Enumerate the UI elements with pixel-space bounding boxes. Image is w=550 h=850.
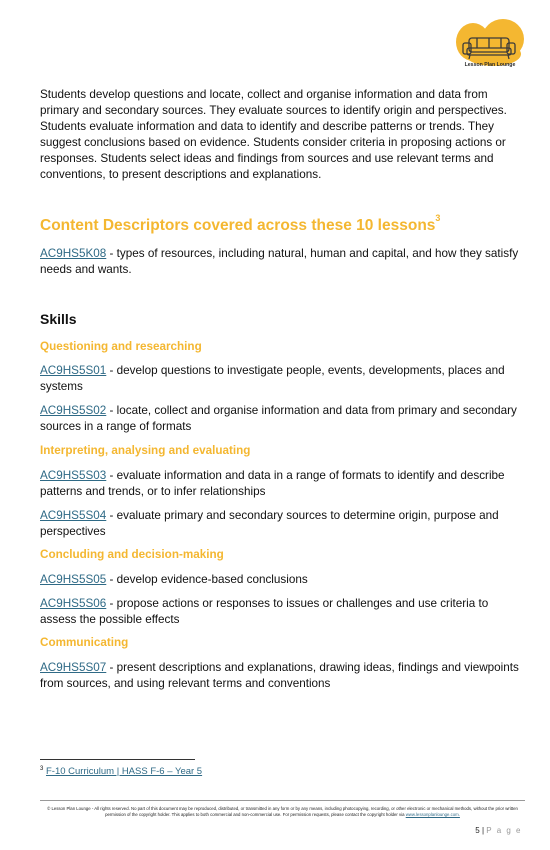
- page-label: P a g e: [486, 826, 522, 835]
- skill-text: - evaluate primary and secondary sources to determine origin, purpose and perspectives: [40, 509, 499, 538]
- skill-text: - develop evidence-based conclusions: [106, 573, 308, 586]
- footnote-number: 3: [40, 766, 44, 772]
- skill-text: - present descriptions and explanations, drawing ideas, findings and viewpoints from sources, and using relevant terms and conventions: [40, 661, 519, 690]
- skill-item: [40, 572, 520, 588]
- footnote-ref[interactable]: 3: [435, 213, 441, 223]
- skill-code-link[interactable]: AC9HS5S04: [40, 509, 107, 522]
- skill-group-title: Communicating: [40, 636, 129, 649]
- skill-code-link[interactable]: AC9HS5S03: [40, 469, 107, 482]
- descriptor-code-link[interactable]: AC9HS5K08: [40, 247, 107, 260]
- copyright-text: © Lesson Plan Lounge - All rights reserved. No part of this document may be reproduced, distributed, or transmitted in any form or by any means, including photocopying, recording, or other electronic or mechanical methods, without the prior written permission of the copyright holder. This applies to both commercial and non-commercial use. For permission requests, please contact the copyright holder via: [47, 806, 518, 817]
- skill-text: - evaluate information and data in a range of formats to identify and describe patterns and trends, or to infer relationships: [40, 469, 505, 498]
- heading-text: Content Descriptors covered across these 10 lessons: [40, 217, 436, 235]
- skill-item: [40, 468, 520, 500]
- skill-text: - propose actions or responses to issues or challenges and use criteria to assess the possible effects: [40, 597, 489, 626]
- skill-group-title: Questioning and researching: [40, 340, 202, 353]
- footer-divider: [40, 800, 525, 801]
- skill-item: [40, 660, 520, 692]
- skill-code-link[interactable]: AC9HS5S05: [40, 573, 107, 586]
- content-descriptor-item: [40, 246, 520, 278]
- copyright-notice: [40, 806, 525, 818]
- skill-item: [40, 363, 520, 395]
- logo-wordmark: Lesson Plan Lounge: [464, 62, 516, 68]
- content-descriptors-heading: [40, 213, 441, 235]
- footnote: [40, 766, 202, 777]
- descriptor-text: - types of resources, including natural, human and capital, and how they satisfy needs and wants.: [40, 247, 519, 276]
- page-number: 5 | P a g e: [475, 826, 522, 835]
- skill-code-link[interactable]: AC9HS5S01: [40, 364, 107, 377]
- skill-item: [40, 403, 520, 435]
- skill-text: - develop questions to investigate people, events, developments, places and systems: [40, 364, 505, 393]
- skill-item: [40, 508, 520, 540]
- skill-text: - locate, collect and organise information and data from primary and secondary sources in a range of formats: [40, 404, 517, 433]
- skill-group-title: Interpreting, analysing and evaluating: [40, 444, 251, 457]
- skill-group-title: Concluding and decision-making: [40, 548, 224, 561]
- website-link[interactable]: www.lessonplanlounge.com.: [405, 812, 460, 817]
- skill-item: [40, 596, 520, 628]
- achievement-standard-text: Students develop questions and locate, collect and organise information and data from primary and secondary sources. They evaluate sources to identify origin and perspectives. Students evaluate information and data to identify and describe patterns or trends. They suggest conclusions based on evidence. Students consider criteria in proposing actions or responses. Students select ideas and findings from sources and use relevant terms and conventions, to present descriptions and explanations.: [40, 88, 507, 181]
- skill-code-link[interactable]: AC9HS5S06: [40, 597, 107, 610]
- footnote-divider: [40, 759, 195, 760]
- skill-code-link[interactable]: AC9HS5S02: [40, 404, 107, 417]
- footnote-link[interactable]: F-10 Curriculum | HASS F-6 – Year 5: [45, 766, 203, 778]
- page-number-value: 5: [475, 826, 480, 835]
- skill-code-link[interactable]: AC9HS5S07: [40, 661, 107, 674]
- skills-heading: Skills: [40, 311, 77, 327]
